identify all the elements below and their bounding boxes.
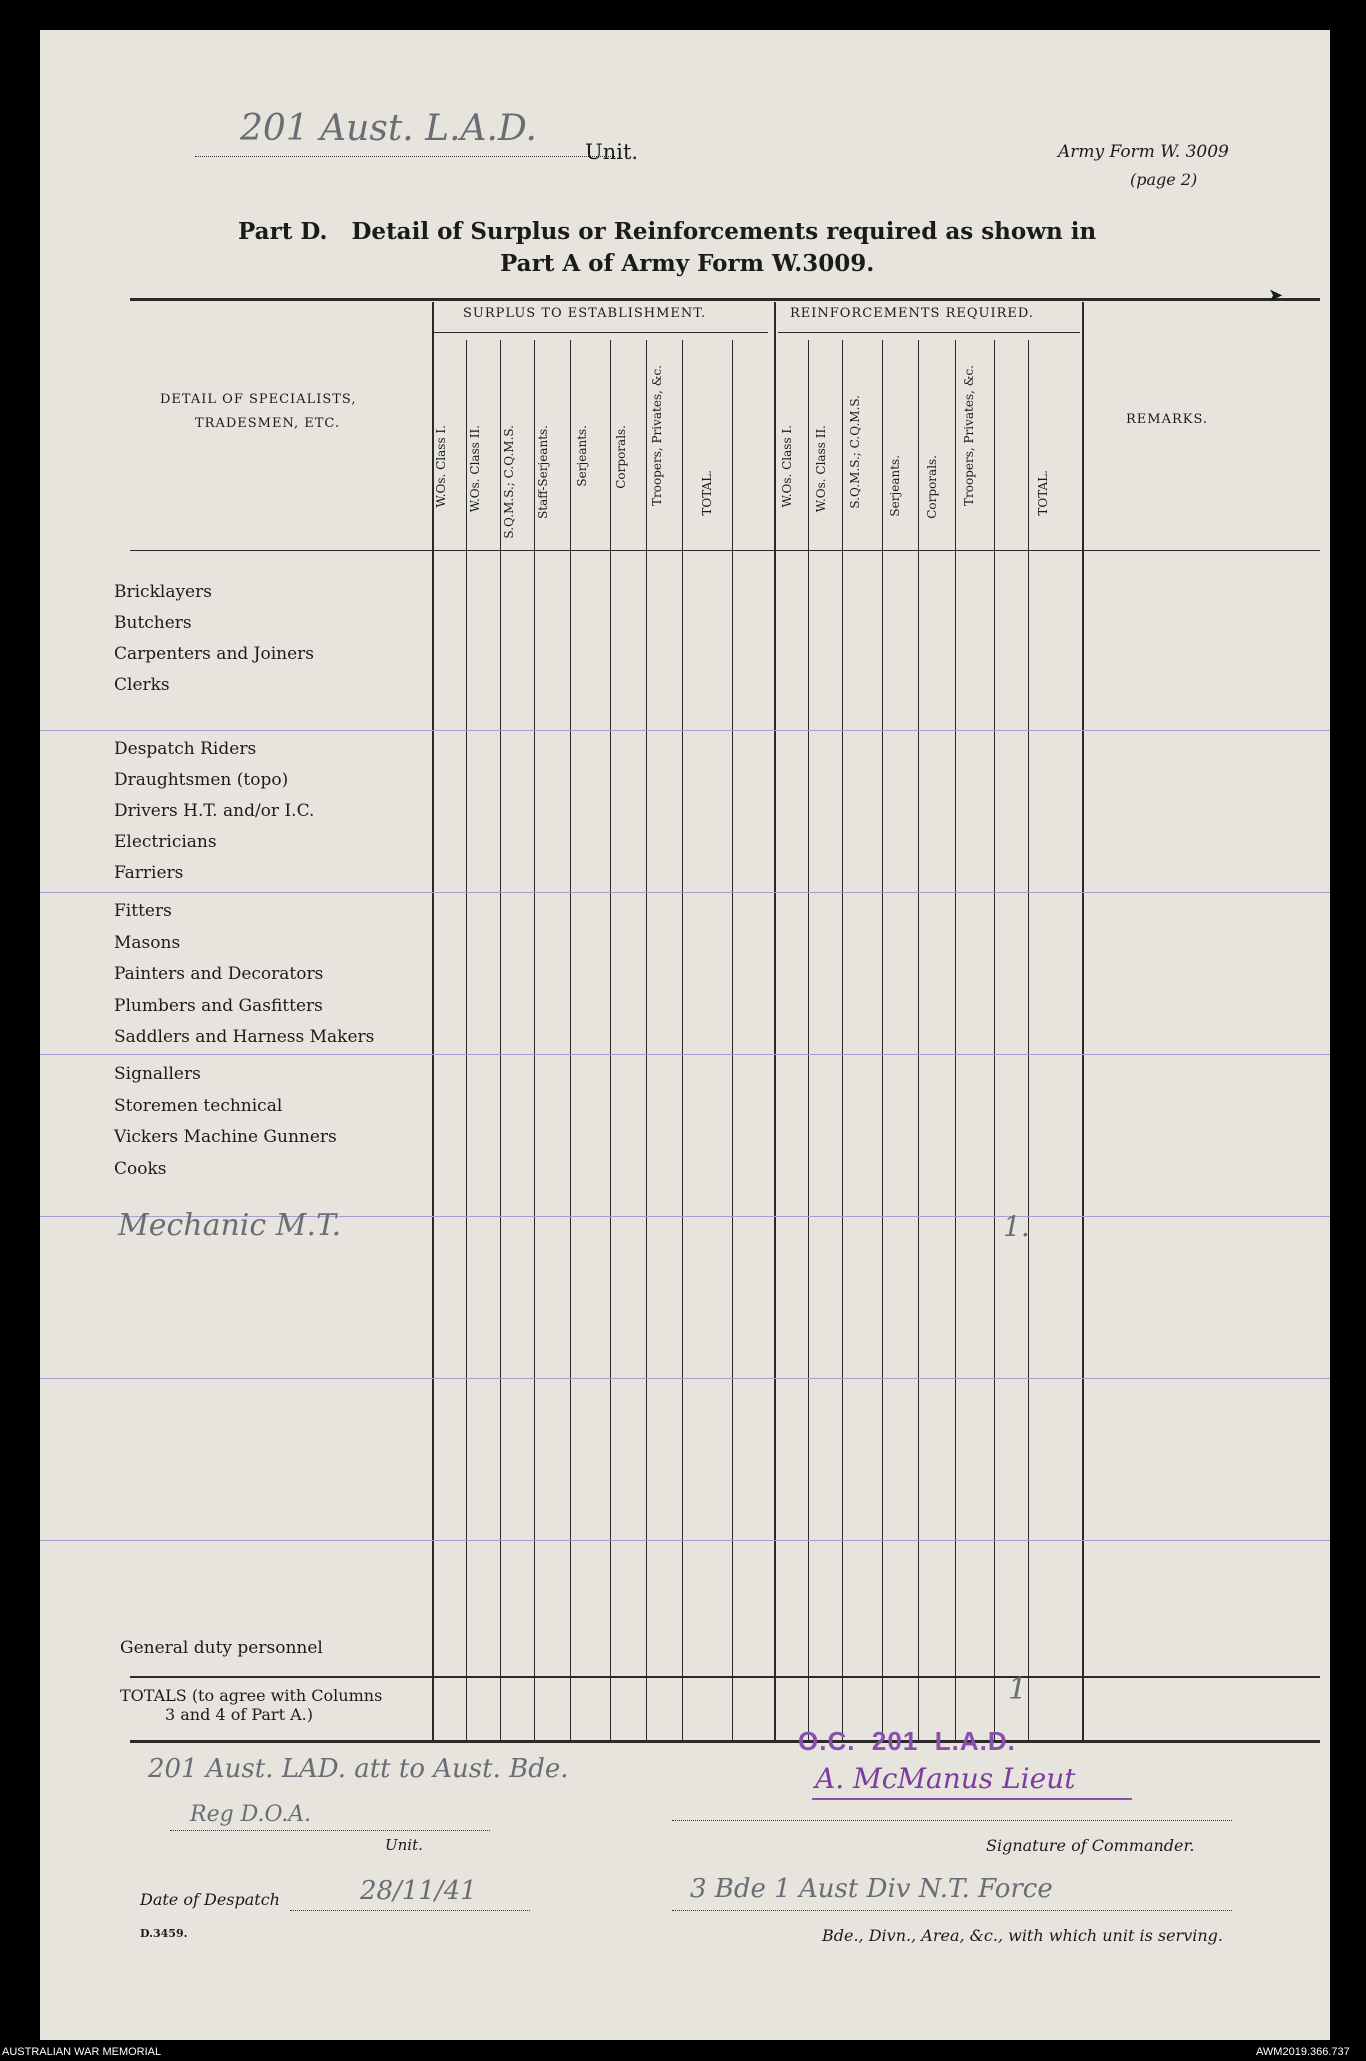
- row-label: Butchers: [114, 613, 192, 633]
- col-line: [918, 340, 919, 1740]
- bde-handwritten: 3 Bde 1 Aust Div N.T. Force: [690, 1874, 1053, 1904]
- row-label: Plumbers and Gasfitters: [114, 996, 323, 1016]
- row-label: Despatch Riders: [114, 739, 257, 759]
- col-line: [732, 340, 733, 1740]
- row-label-general-duty: General duty personnel: [120, 1638, 323, 1658]
- bde-caption: Bde., Divn., Area, &c., with which unit is serving.: [822, 1926, 1223, 1945]
- surplus-group-underline: [432, 332, 768, 333]
- reinforcement-col-header: Troopers, Privates, &c.: [962, 365, 976, 507]
- footer-right: AWM2019.366.737: [1256, 2046, 1350, 2058]
- col-line: [808, 340, 809, 1740]
- row-label: Fitters: [114, 901, 172, 921]
- footer-left: AUSTRALIAN WAR MEMORIAL: [2, 2046, 162, 2058]
- commander-signature: A. McManus Lieut: [815, 1762, 1076, 1795]
- col-line: [432, 302, 434, 1740]
- form-ref: Army Form W. 3009: [1058, 142, 1229, 162]
- form-sheet: [40, 30, 1330, 2040]
- form-code: D.3459.: [140, 1927, 188, 1940]
- col-line: [610, 340, 611, 1740]
- detail-header-line1: DETAIL OF SPECIALISTS,: [160, 392, 357, 407]
- header-bottom-rule: [130, 550, 1320, 551]
- signature-dotted-line: [672, 1820, 1232, 1821]
- col-line: [842, 340, 843, 1740]
- col-line: [955, 340, 956, 1740]
- form-title-line2: Part A of Army Form W.3009.: [500, 250, 875, 277]
- ruled-line: [40, 1540, 1330, 1541]
- col-line: [466, 340, 467, 1740]
- totals-value: 1: [1008, 1672, 1028, 1707]
- row-label: Farriers: [114, 863, 184, 883]
- oc-stamp: O.C. 201 L.A.D.: [798, 1726, 1016, 1756]
- totals-label-line2: 3 and 4 of Part A.): [165, 1705, 313, 1724]
- row-label: Signallers: [114, 1064, 201, 1084]
- arrow-mark-icon: ➤: [1268, 285, 1284, 306]
- col-line: [570, 340, 571, 1740]
- col-line: [774, 302, 776, 1740]
- row-label: Storemen technical: [114, 1096, 283, 1116]
- row-label: Clerks: [114, 675, 170, 695]
- handwritten-row-label: Mechanic M.T.: [118, 1208, 342, 1243]
- ruled-line: [40, 892, 1330, 893]
- ruled-line: [40, 730, 1330, 731]
- surplus-col-header: Staff-Serjeants.: [536, 425, 550, 519]
- unit-dotted-line: [170, 1830, 490, 1831]
- detail-header-line2: TRADESMEN, ETC.: [195, 416, 341, 431]
- page-ref: (page 2): [1130, 170, 1198, 189]
- col-line: [646, 340, 647, 1740]
- reinforcement-col-header: TOTAL.: [1036, 470, 1050, 516]
- col-line: [882, 340, 883, 1740]
- remarks-header: REMARKS.: [1126, 412, 1209, 427]
- col-line: [994, 340, 995, 1740]
- col-line: [534, 340, 535, 1740]
- signature-underline: [812, 1798, 1132, 1800]
- col-line: [1082, 302, 1084, 1740]
- surplus-col-header: TOTAL.: [700, 470, 714, 516]
- surplus-col-header: Corporals.: [614, 425, 628, 489]
- handwritten-row-value: 1.: [1003, 1210, 1030, 1243]
- col-line: [500, 340, 501, 1740]
- row-label: Cooks: [114, 1159, 167, 1179]
- date-caption: Date of Despatch: [140, 1890, 280, 1909]
- row-label: Draughtsmen (topo): [114, 770, 289, 790]
- surplus-col-header: W.Os. Class II.: [468, 425, 482, 513]
- totals-bottom-rule: [130, 1740, 1320, 1743]
- row-label: Saddlers and Harness Makers: [114, 1027, 375, 1047]
- reinforcement-col-header: W.Os. Class II.: [814, 425, 828, 513]
- form-title-line1: Part D. Detail of Surplus or Reinforcements required as shown in: [238, 218, 1097, 245]
- row-label: Electricians: [114, 832, 217, 852]
- surplus-col-header: S.Q.M.S.; C.Q.M.S.: [502, 425, 516, 539]
- reinforcement-col-header: W.Os. Class I.: [780, 425, 794, 508]
- surplus-header: SURPLUS TO ESTABLISHMENT.: [463, 306, 707, 321]
- col-line: [682, 340, 683, 1740]
- ruled-line: [40, 1054, 1330, 1055]
- reinforcement-col-header: Corporals.: [925, 455, 939, 519]
- surplus-col-header: Serjeants.: [575, 425, 589, 487]
- row-label: Drivers H.T. and/or I.C.: [114, 801, 315, 821]
- date-dotted-line: [290, 1910, 530, 1911]
- row-label: Bricklayers: [114, 582, 212, 602]
- row-label: Masons: [114, 933, 181, 953]
- surplus-col-header: Troopers, Privates, &c.: [650, 365, 664, 507]
- bde-dotted-line: [672, 1910, 1232, 1911]
- unit-caption: Unit.: [385, 1836, 423, 1854]
- date-handwritten: 28/11/41: [360, 1876, 477, 1906]
- reinforcement-col-header: S.Q.M.S.; C.Q.M.S.: [848, 395, 862, 509]
- unit-handwritten: 201 Aust. L.A.D.: [240, 108, 537, 149]
- row-label: Painters and Decorators: [114, 964, 324, 984]
- signature-caption: Signature of Commander.: [986, 1836, 1195, 1855]
- table-top-rule: [130, 298, 1320, 301]
- unit-dotted-line: [195, 156, 615, 157]
- row-label: Vickers Machine Gunners: [114, 1127, 337, 1147]
- row-label: Carpenters and Joiners: [114, 644, 315, 664]
- unit-handwritten-line1: 201 Aust. LAD. att to Aust. Bde.: [148, 1754, 569, 1784]
- reinforcement-group-underline: [778, 332, 1080, 333]
- ruled-line: [40, 1378, 1330, 1379]
- totals-label-line1: TOTALS (to agree with Columns: [120, 1686, 383, 1705]
- totals-top-rule: [130, 1676, 1320, 1678]
- reinforcements-header: REINFORCEMENTS REQUIRED.: [790, 306, 1034, 321]
- reinforcement-col-header: Serjeants.: [888, 455, 902, 517]
- surplus-col-header: W.Os. Class I.: [434, 425, 448, 508]
- col-line: [1028, 340, 1029, 1740]
- unit-handwritten-line2: Reg D.O.A.: [190, 1802, 312, 1827]
- unit-label: Unit.: [585, 140, 639, 164]
